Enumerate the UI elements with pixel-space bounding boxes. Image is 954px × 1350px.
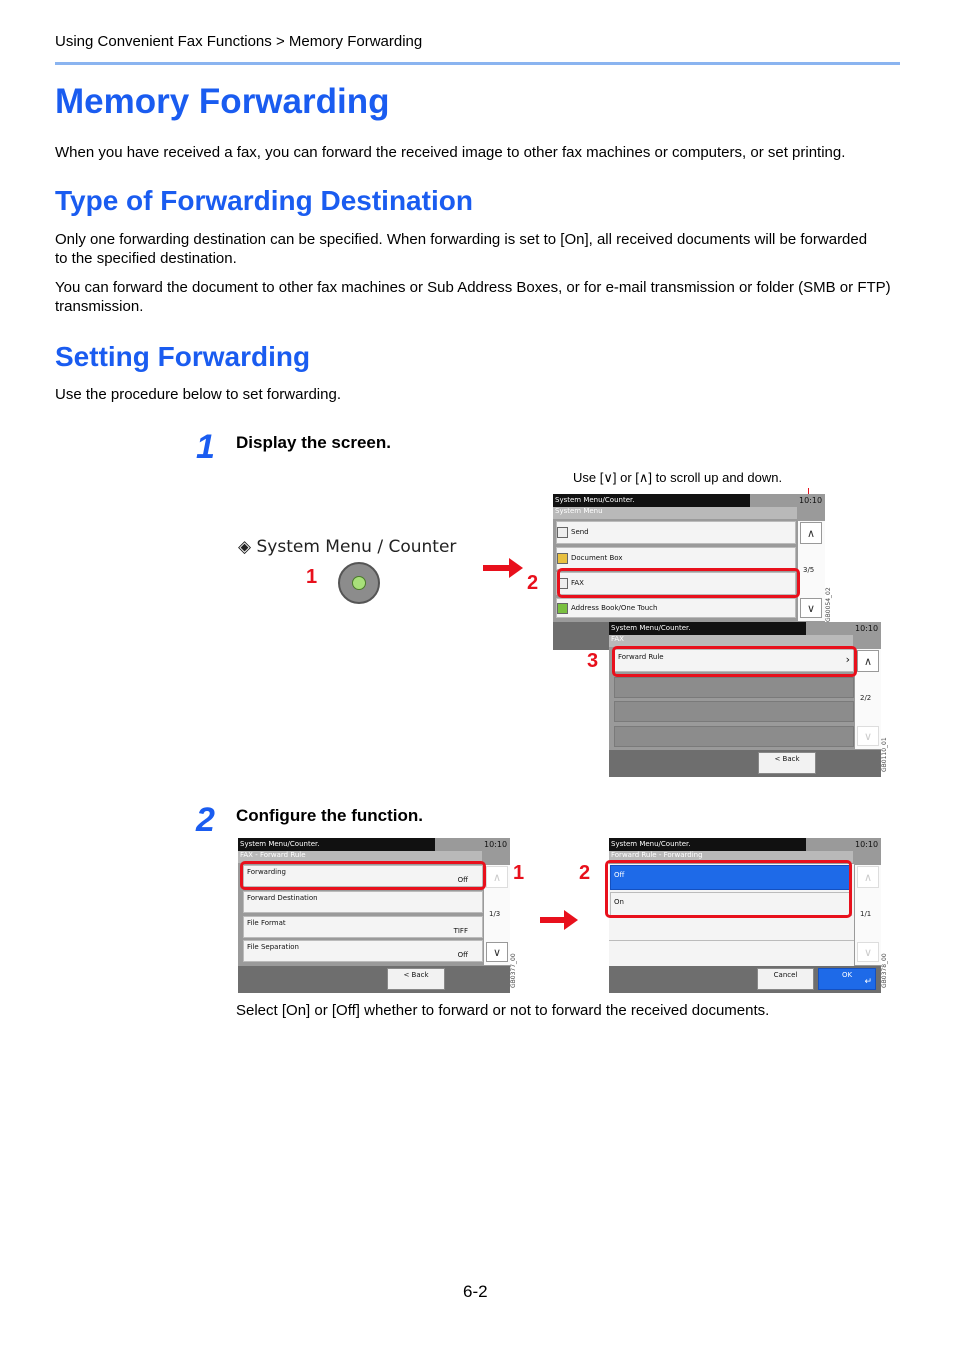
highlight-options [605,860,852,918]
menu-item-empty [614,726,854,747]
screen-title: System Menu/Counter. [609,622,806,635]
screen-footer [609,750,881,777]
chevron-up-icon: ∧ [492,870,502,884]
scroll-up-button[interactable] [857,650,879,672]
screen-code: GB0054_02 [825,587,832,622]
document-box-icon [557,553,568,564]
cancel-button[interactable]: Cancel [757,968,814,990]
breadcrumb: Using Convenient Fax Functions > Memory Forwarding [55,33,423,50]
setting-forward-destination[interactable]: Forward Destination [243,891,483,913]
chevron-right-icon: › [845,653,850,666]
menu-item-fax[interactable]: FAX [556,572,796,595]
page-indicator: 1/3 [489,910,501,918]
chevron-down-icon: ∨ [806,601,816,615]
callout-2: 2 [527,572,539,594]
screen-code: GB0110_01 [881,737,888,772]
menu-item-document-box[interactable]: Document Box [556,547,796,570]
step-1-number: 1 [196,428,215,466]
intro-text: When you have received a fax, you can forward the received image to other fax machines or computers, or set printing. [55,144,846,161]
system-menu-key-label: ◈ System Menu / Counter [238,537,457,557]
menu-item-send[interactable]: Send [556,521,796,544]
chevron-up-icon: ∧ [806,526,816,540]
section-heading-forwarding-destination: Type of Forwarding Destination [55,185,473,216]
chevron-down-icon: ∨ [603,470,613,485]
menu-item-empty [614,701,854,722]
header-rule [55,62,900,65]
screen-subtitle: Forward Rule - Forwarding [609,851,853,863]
setting-forwarding[interactable]: Forwarding Off [243,865,483,887]
screen-code: GB0378_00 [881,953,888,988]
page-indicator: 2/2 [860,694,872,702]
arrow-right-icon [483,558,523,578]
callout-3: 3 [587,650,599,672]
step-2-number: 2 [196,801,215,839]
callout-step2-1: 1 [513,862,525,884]
screen-time: 10:10 [799,496,823,505]
setting-file-format[interactable]: File Format TIFF [243,916,483,938]
option-off[interactable]: Off [610,865,852,890]
callout-1: 1 [306,566,318,588]
chevron-up-icon: ∧ [638,470,649,485]
highlight-forward-rule [612,646,857,677]
screen-title: System Menu/Counter. [609,838,806,851]
scroll-down-button[interactable] [857,942,879,962]
section1-paragraph-2: You can forward the document to other fax machines or Sub Address Boxes, or for e-mail transmission or folder (SMB or FTP) transmission. [55,279,891,315]
chevron-down-icon: ∨ [863,729,873,743]
callout-step2-2: 2 [579,862,591,884]
arrow-right-icon [540,910,578,930]
menu-item-empty [614,677,854,698]
chevron-up-icon: ∧ [863,870,873,884]
setting-file-separation[interactable]: File Separation Off [243,940,483,962]
screen-footer [238,966,510,993]
scroll-down-button[interactable] [857,726,879,746]
menu-item-address-book[interactable]: Address Book/One Touch [556,598,796,618]
highlight-forwarding [240,861,486,890]
send-icon [557,527,568,538]
scroll-note: Use [∨] or [∧] to scroll up and down. [573,470,783,485]
chevron-down-icon: ∨ [492,945,502,959]
scroll-up-button[interactable] [800,522,822,544]
scroll-down-button[interactable] [486,942,508,962]
step-2-note: Select [On] or [Off] whether to forward or not to forward the received documents. [236,1002,770,1019]
screen-subtitle: FAX - Forward Rule [238,851,482,863]
back-button[interactable]: < Back [758,752,816,774]
page-indicator: 1/1 [860,910,872,918]
step-1-title: Display the screen. [236,433,391,452]
address-book-icon [557,603,568,614]
scroll-up-button[interactable] [486,866,508,888]
screen-code: GB0377_00 [510,953,517,988]
scroll-down-button[interactable] [800,598,822,618]
back-button[interactable]: < Back [387,968,445,990]
screen-time: 10:10 [855,624,879,633]
system-menu-key[interactable] [338,562,380,604]
section1-paragraph-1: Only one forwarding destination can be specified. When forwarding is set to [On], all received documents will be forwarded to the specified destination. [55,231,868,267]
led-indicator-icon [352,576,366,590]
chevron-up-icon: ∧ [863,654,873,668]
screen-subtitle: System Menu [553,507,797,519]
section-heading-setting-forwarding: Setting Forwarding [55,341,311,372]
screen-title: System Menu/Counter. [553,494,750,507]
highlight-fax [557,568,800,598]
option-on[interactable]: On [610,892,852,916]
page-title: Memory Forwarding [55,82,390,121]
section2-paragraph: Use the procedure below to set forwarding. [55,386,341,403]
ok-button[interactable]: OK ↵ [818,968,876,990]
screen-time: 10:10 [484,840,508,849]
screen-title: System Menu/Counter. [238,838,435,851]
chevron-down-icon: ∨ [863,945,873,959]
scroll-up-button[interactable] [857,866,879,888]
page-number: 6-2 [463,1282,488,1301]
screen-subtitle: FAX [609,635,853,647]
step-2-title: Configure the function. [236,806,423,825]
page-indicator: 3/5 [803,566,815,574]
screen-time: 10:10 [855,840,879,849]
enter-icon: ↵ [864,977,872,987]
system-menu-icon: ◈ [238,537,252,557]
menu-item-forward-rule[interactable]: Forward Rule › [614,649,854,672]
